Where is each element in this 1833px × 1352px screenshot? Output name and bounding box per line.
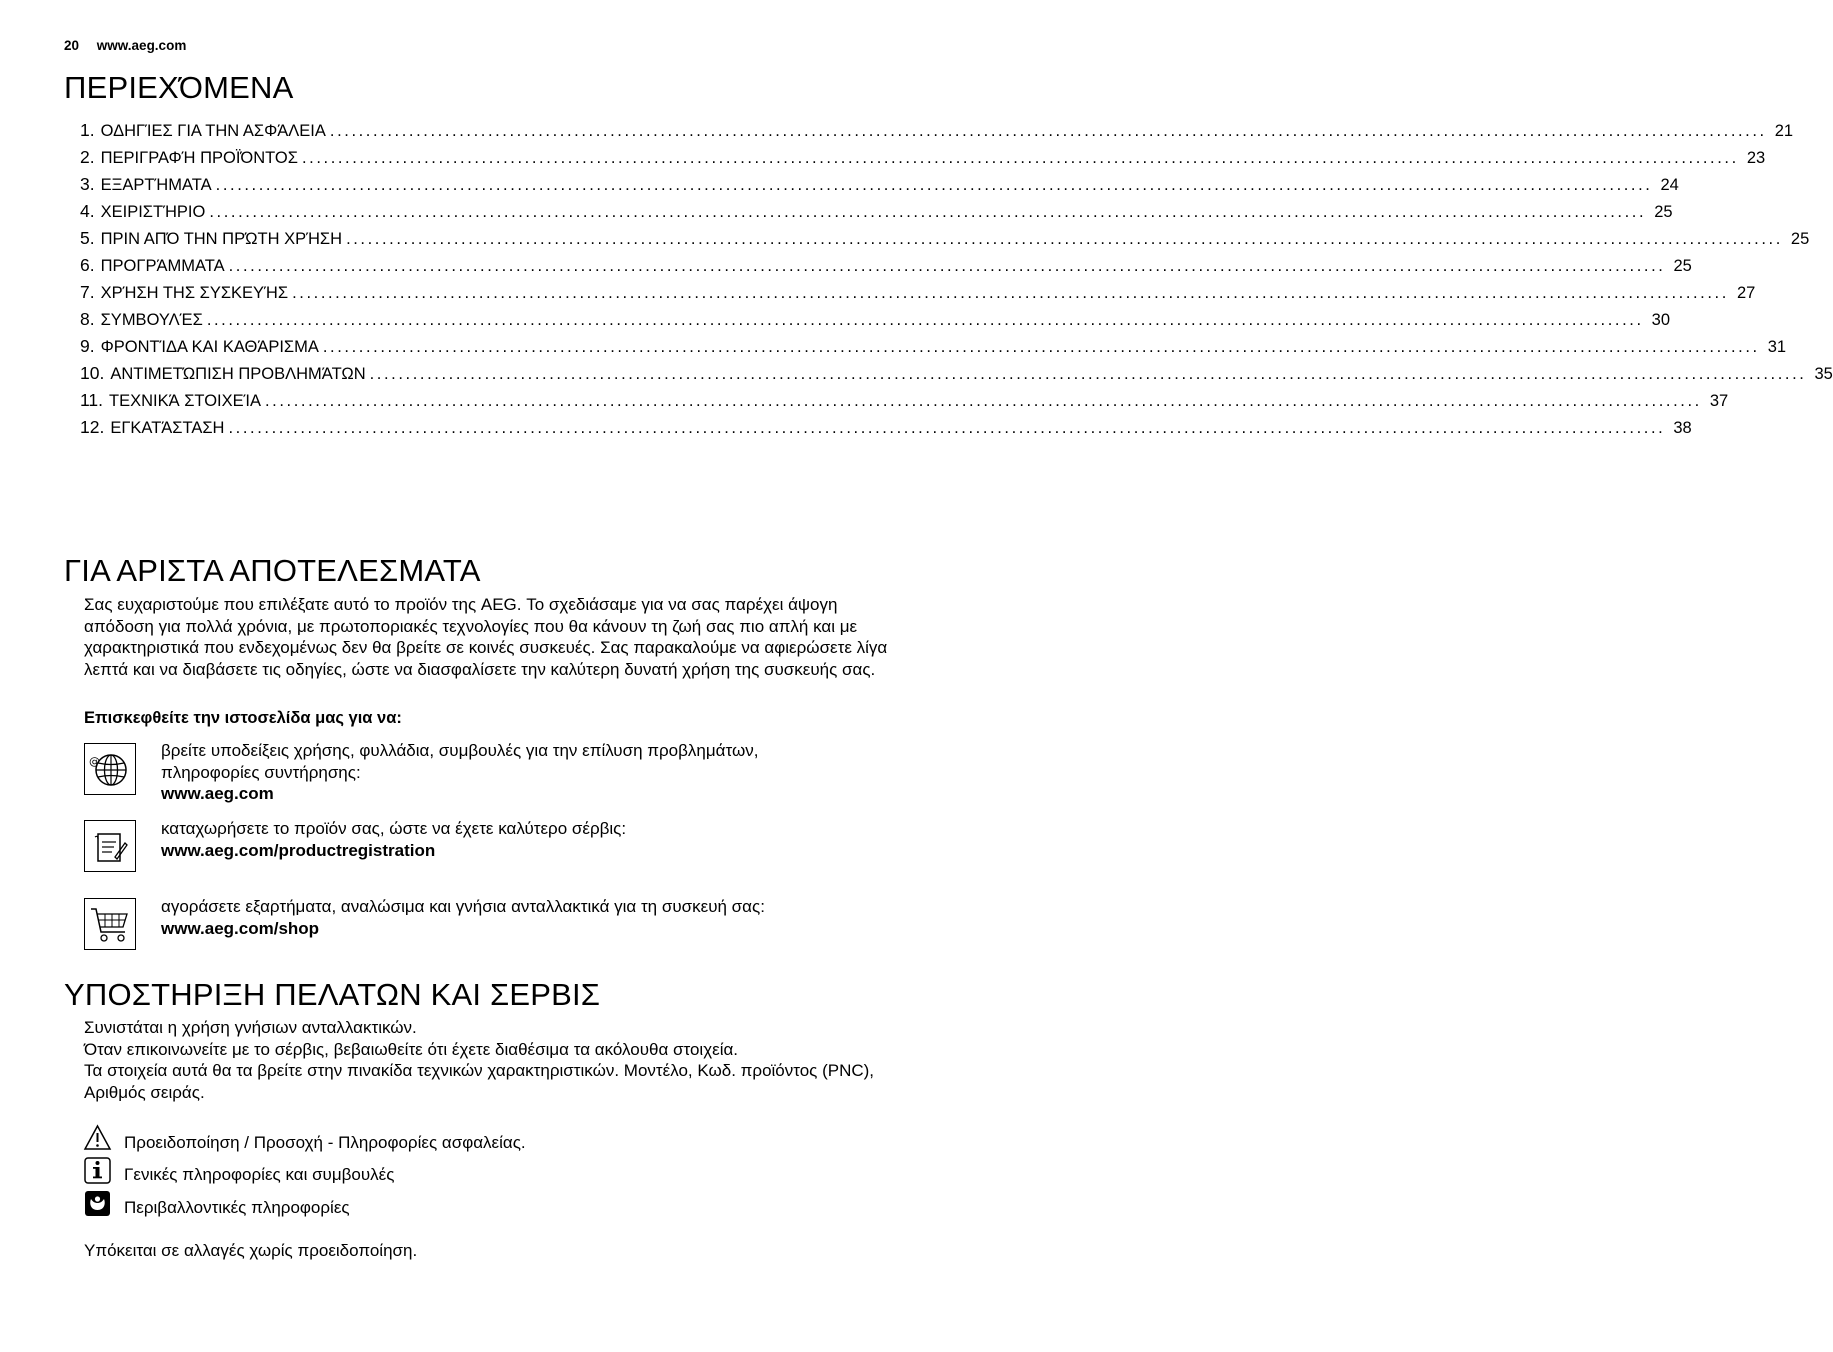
toc-entry-title[interactable]: ΧΕΙΡΙΣΤΉΡΙΟ <box>100 203 206 221</box>
toc-number: 5. <box>80 228 95 248</box>
toc-number: 7. <box>80 282 95 302</box>
toc-row[interactable] <box>80 309 1671 336</box>
registration-form-icon <box>84 820 136 872</box>
page-header <box>64 38 186 53</box>
toc-leader-dots: ........................................................................................................................................................................................................ <box>228 419 1666 437</box>
toc-entry-title[interactable]: ΕΓΚΑΤΆΣΤΑΣΗ <box>110 419 225 437</box>
toc-leader-dots: ........................................................................................................................................................................................................ <box>228 257 1666 275</box>
toc-number: 6. <box>80 255 95 275</box>
toc-leader-dots: ........................................................................................................................................................................................................ <box>322 338 1760 356</box>
toc-leader-dots: ........................................................................................................................................................................................................ <box>209 203 1647 221</box>
toc-page-number: 25 <box>1790 230 1810 248</box>
toc-entry-title[interactable]: ΕΞΑΡΤΉΜΑΤΑ <box>100 176 212 194</box>
toc-row[interactable] <box>80 120 1794 147</box>
toc-number: 9. <box>80 336 95 356</box>
toc-number: 11. <box>80 390 104 410</box>
toc-entry-title[interactable]: ΣΥΜΒΟΥΛΈΣ <box>100 311 203 329</box>
toc-page-number: 21 <box>1774 122 1794 140</box>
support-text: Συνιστάται η χρήση γνήσιων ανταλλακτικών. Όταν επικοινωνείτε με το σέρβις, βεβαιωθείτε ότι έχετε διαθέσιμα τα ακόλουθα στοιχεία. Τα στοιχεία αυτά θα τα βρείτε στην πινακίδα τεχνικών χαρακτηριστικών. Μοντέλο, Κωδ. προϊόντος (PNC), Αριθμός σειράς. <box>84 1018 875 1102</box>
info-icon <box>84 1157 111 1184</box>
table-of-contents <box>80 120 1833 444</box>
toc-leader-dots: ........................................................................................................................................................................................................ <box>292 284 1729 302</box>
toc-row[interactable] <box>80 228 1810 255</box>
toc-row[interactable] <box>80 363 1833 390</box>
toc-entry-title[interactable]: ΧΡΉΣΗ ΤΗΣ ΣΥΣΚΕΥΉΣ <box>100 284 289 302</box>
toc-page-number: 31 <box>1767 338 1787 356</box>
legend-environment-text: Περιβαλλοντικές πληροφορίες <box>124 1198 350 1217</box>
toc-row[interactable] <box>80 390 1729 417</box>
toc-number: 4. <box>80 201 95 221</box>
toc-page-number: 25 <box>1673 257 1692 275</box>
toc-page-number: 38 <box>1673 419 1692 437</box>
toc-row[interactable] <box>80 147 1766 174</box>
globe-icon <box>84 743 136 795</box>
toc-number: 10. <box>80 363 105 383</box>
toc-row[interactable] <box>80 336 1787 363</box>
toc-entry-title[interactable]: ΟΔΗΓΊΕΣ ΓΙΑ ΤΗΝ ΑΣΦΆΛΕΙΑ <box>100 122 326 140</box>
toc-row[interactable] <box>80 417 1692 444</box>
results-intro-text: Σας ευχαριστούμε που επιλέξατε αυτό το προϊόν της AEG. Το σχεδιάσαμε για να σας παρέχει άψογη απόδοση για πολλά χρόνια, με πρωτοποριακές τεχνολογίες που θα κάνουν τη ζωή σας πιο απλή και με χαρακτηριστικά που ενδεχομένως δεν θα βρείτε σε κοινές συσκευές. Σας παρακαλούμε να αφιερώσετε λίγα λεπτά και να διαβάσετε τις οδηγίες, ώστε να διασφαλίσετε την καλύτερη δυνατή χρήση της συσκευής σας. <box>84 595 888 679</box>
toc-leader-dots: ........................................................................................................................................................................................................ <box>346 230 1783 248</box>
toc-number: 8. <box>80 309 95 329</box>
toc-entry-title[interactable]: ΠΕΡΙΓΡΑΦΉ ΠΡΟΪΌΝΤΟΣ <box>100 149 298 167</box>
header-website[interactable]: www.aeg.com <box>96 38 187 53</box>
toc-leader-dots: ........................................................................................................................................................................................................ <box>369 365 1807 383</box>
link-product-registration[interactable]: www.aeg.com/productregistration <box>161 840 436 860</box>
toc-entry-title[interactable]: ΑΝΤΙΜΕΤΏΠΙΣΗ ΠΡΟΒΛΗΜΆΤΩΝ <box>110 365 366 383</box>
toc-entry-title[interactable]: ΤΕΧΝΙΚΆ ΣΤΟΙΧΕΊΑ <box>109 392 261 410</box>
toc-leader-dots: ........................................................................................................................................................................................................ <box>206 311 1644 329</box>
warning-icon <box>84 1124 111 1151</box>
toc-row[interactable] <box>80 255 1692 282</box>
visit-item-shop: αγοράσετε εξαρτήματα, αναλώσιμα και γνήσια ανταλλακτικά για τη συσκευή σας: www.aeg.com/shop <box>161 896 861 939</box>
toc-page-number: 27 <box>1736 284 1756 302</box>
link-shop[interactable]: www.aeg.com/shop <box>161 918 320 938</box>
visit-heading: Επισκεφθείτε την ιστοσελίδα μας για να: <box>84 709 402 727</box>
support-section-title: ΥΠΟΣΤΗΡΙΞΗ ΠΕΛΑΤΩΝ ΚΑΙ ΣΕΡΒΙΣ <box>64 977 601 1012</box>
toc-number: 2. <box>80 147 95 167</box>
toc-entry-title[interactable]: ΦΡΟΝΤΊΔΑ ΚΑΙ ΚΑΘΆΡΙΣΜΑ <box>100 338 319 356</box>
toc-title: ΠΕΡΙΕΧΌΜΕΝΑ <box>64 70 294 105</box>
legend-warning-text: Προειδοποίηση / Προσοχή - Πληροφορίες ασφαλείας. <box>124 1133 526 1152</box>
toc-page-number: 24 <box>1660 176 1679 194</box>
toc-number: 1. <box>80 120 95 140</box>
toc-page-number: 35 <box>1814 365 1833 383</box>
toc-page-number: 37 <box>1709 392 1729 410</box>
footer-note: Υπόκειται σε αλλαγές χωρίς προειδοποίηση. <box>84 1241 418 1260</box>
shopping-cart-icon <box>84 898 136 950</box>
toc-page-number: 30 <box>1651 311 1671 329</box>
link-aeg-website[interactable]: www.aeg.com <box>161 784 274 803</box>
visit-item-register: καταχωρήσετε το προϊόν σας, ώστε να έχετε καλύτερο σέρβις: www.aeg.com/productregistration <box>161 818 861 861</box>
results-section-title: ΓΙΑ ΑΡΙΣΤΑ ΑΠΟΤΕΛΕΣΜΑΤΑ <box>64 553 481 588</box>
page-number: 20 <box>64 38 80 53</box>
toc-leader-dots: ........................................................................................................................................................................................................ <box>329 122 1767 140</box>
toc-number: 3. <box>80 174 95 194</box>
visit-item-info: βρείτε υποδείξεις χρήσης, φυλλάδια, συμβουλές για την επίλυση προβλημάτων, πληροφορίες συντήρησης: www.aeg.com <box>161 740 861 805</box>
toc-page-number: 23 <box>1746 149 1766 167</box>
legend-info-text: Γενικές πληροφορίες και συμβουλές <box>124 1165 395 1184</box>
svg-text:@: @ <box>89 755 100 768</box>
toc-entry-title[interactable]: ΠΡΙΝ ΑΠΌ ΤΗΝ ΠΡΏΤΗ ΧΡΉΣΗ <box>100 230 343 248</box>
toc-entry-title[interactable]: ΠΡΟΓΡΆΜΜΑΤΑ <box>100 257 225 275</box>
toc-leader-dots: ........................................................................................................................................................................................................ <box>301 149 1739 167</box>
environment-icon <box>84 1190 111 1217</box>
toc-row[interactable] <box>80 282 1756 309</box>
toc-leader-dots: ........................................................................................................................................................................................................ <box>264 392 1702 410</box>
toc-row[interactable] <box>80 201 1673 228</box>
toc-row[interactable] <box>80 174 1679 201</box>
toc-number: 12. <box>80 417 105 437</box>
toc-page-number: 25 <box>1654 203 1673 221</box>
toc-leader-dots: ........................................................................................................................................................................................................ <box>215 176 1653 194</box>
